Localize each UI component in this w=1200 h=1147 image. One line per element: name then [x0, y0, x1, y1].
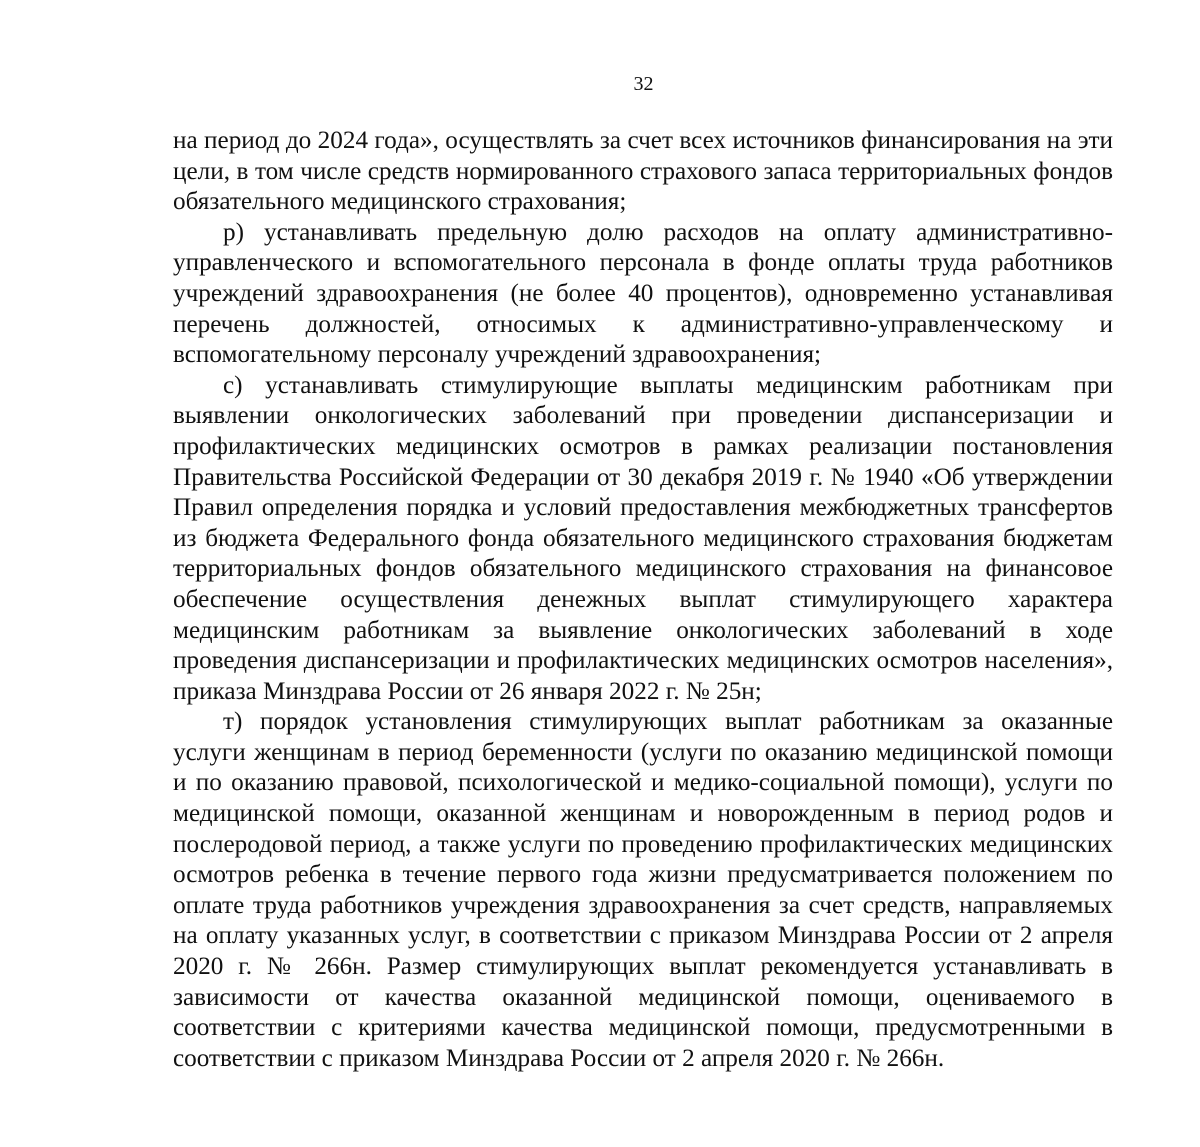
paragraph-item-r: р) устанавливать предельную долю расходов на оплату административно-управленческого и вспомогательного персонала в фонде оплаты труда работников учреждений здравоохранения (не более 40 процентов), одновременно устанавливая перечень должностей, относимых к административно-управленческому и вспомогательному персоналу учреждений здравоохранения; [173, 218, 1113, 369]
document-body [173, 126, 1113, 1074]
paragraph-continuation: на период до 2024 года», осуществлять за счет всех источников финансирования на эти цели, в том числе средств нормированного страхового запаса территориальных фондов обязательного медицинского страхования; [173, 127, 1113, 216]
paragraph-item-t: т) порядок установления стимулирующих выплат работникам за оказанные услуги женщинам в период беременности (услуги по оказанию медицинской помощи и по оказанию правовой, психологической и медико-социальной помощи), услуги по медицинской помощи, оказанной женщинам и новорожденным в период родов и послеродовой период, а также услуги по проведению профилактических медицинских осмотров ребенка в течение первого года жизни предусматривается положением по оплате труда работников учреждения здравоохранения за счет средств, направляемых на оплату указанных услуг, в соответствии с приказом Минздрава России от 2 апреля 2020 г. № 266н. Размер стимулирующих выплат рекомендуется устанавливать в зависимости от качества оказанной медицинской помощи, оцениваемого в соответствии с критериями качества медицинской помощи, предусмотренными в соответствии с приказом Минздрава России от 2 апреля 2020 г. № 266н. [173, 708, 1113, 1072]
page-number: 32 [633, 73, 654, 95]
paragraph-item-s: с) устанавливать стимулирующие выплаты медицинским работникам при выявлении онкологических заболеваний при проведении диспансеризации и профилактических медицинских осмотров в рамках реализации постановления Правительства Российской Федерации от 30 декабря 2019 г. № 1940 «Об утверждении Правил определения порядка и условий предоставления межбюджетных трансфертов из бюджета Федерального фонда обязательного медицинского страхования бюджетам территориальных фондов обязательного медицинского страхования на финансовое обеспечение осуществления денежных выплат стимулирующего характера медицинским работникам за выявление онкологических заболеваний в ходе проведения диспансеризации и профилактических медицинских осмотров населения», приказа Минздрава России от 26 января 2022 г. № 25н; [173, 371, 1113, 705]
